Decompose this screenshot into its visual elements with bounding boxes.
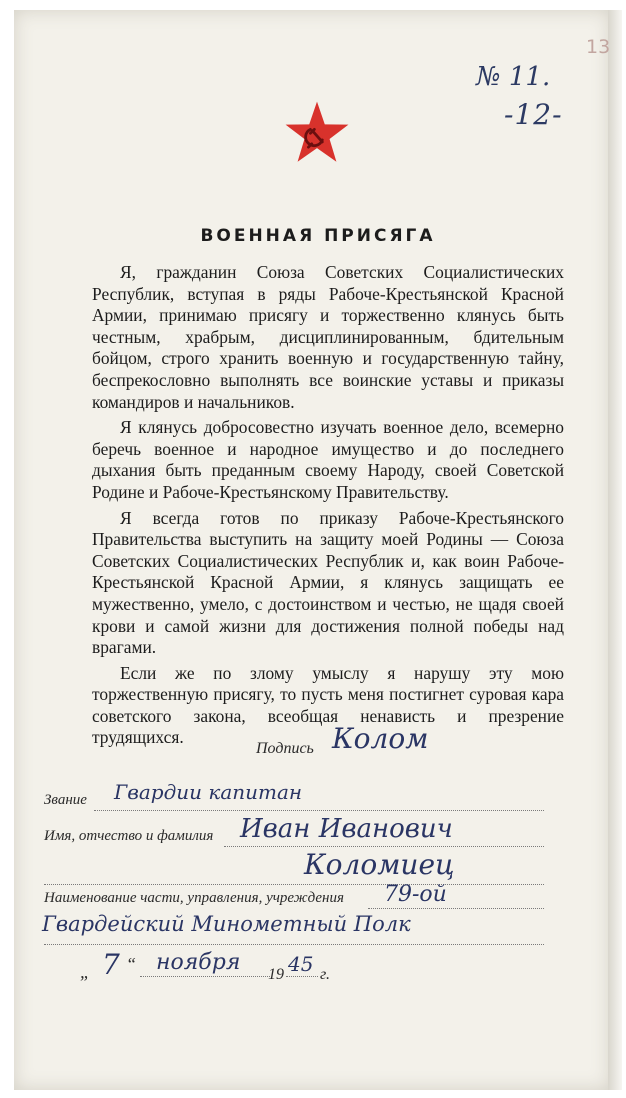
date-day: 7: [102, 948, 120, 981]
page-number: -12-: [504, 98, 563, 131]
archive-sheet-number: 13: [586, 36, 611, 58]
signature-label: Подпись: [256, 740, 314, 757]
name-value-2: Коломиец: [304, 848, 455, 881]
oath-paragraph: Я всегда готов по приказу Рабоче-Крестьянского Правительства выступить на защиту моей Родины — Союза Советских Социалистических Республик и, как воин Рабоче-Крестьянской Красной Армии, я клянусь защищать ее мужественно, умело, с достоинством и честью, не щадя своей крови и самой жизни для достижения полной победы над врагами.: [92, 507, 564, 658]
unit-line-2: [44, 944, 544, 945]
unit-value-2: Гвардейский Минометный Полк: [42, 912, 411, 936]
date-month: ноября: [156, 950, 241, 975]
date-year-prefix: 19: [268, 966, 284, 983]
red-star-icon: [284, 100, 350, 164]
oath-paragraph: Я клянусь добросовестно изучать военное дело, всемерно беречь военное и народное имущество и до последнего дыхания быть преданным своему Народу, своей Советской Родине и Рабоче-Крестьянскому Правительству.: [92, 417, 564, 502]
unit-value-1: 79-ой: [384, 882, 447, 907]
document-title: ВОЕННАЯ ПРИСЯГА: [200, 226, 436, 246]
date-open-quote: „: [80, 962, 91, 982]
name-line-2: [44, 884, 544, 885]
oath-paragraph: Если же по злому умыслу я нарушу эту мою торжественную присягу, то пусть меня постигнет суровая кара советского закона, всеобщая ненависть и презрение трудящихся.: [92, 662, 564, 748]
name-line-1: [224, 846, 544, 847]
reference-number: № 11.: [476, 62, 551, 92]
date-close-quote: “: [126, 954, 137, 974]
signature: Колом: [332, 722, 429, 755]
oath-paragraph: Я, гражданин Союза Советских Социалистических Республик, вступая в ряды Рабоче-Крестьянской Красной Армии, принимаю присягу и торжественно клянусь быть честным, храбрым, дисциплинированным, бдительным бойцом, строго хранить военную и государственную тайну, беспрекословно выполнять все воинские уставы и приказы командиров и начальников.: [92, 262, 564, 412]
date-month-line: [140, 976, 270, 977]
rank-value: Гвардии капитан: [114, 780, 303, 804]
date-year-line: [286, 976, 318, 977]
date-year-suffix: г.: [320, 966, 331, 983]
oath-text: [92, 262, 564, 753]
star-shape: [286, 102, 349, 162]
unit-label: Наименование части, управления, учреждения: [44, 890, 344, 906]
name-label: Имя, отчество и фамилия: [44, 828, 214, 844]
unit-line-1: [368, 908, 544, 909]
rank-line: [94, 810, 544, 811]
name-value-1: Иван Иванович: [240, 814, 453, 844]
date-year: 45: [288, 952, 314, 976]
document-sheet: [14, 10, 610, 1090]
page-edge: [608, 10, 622, 1090]
rank-label: Звание: [44, 792, 87, 808]
